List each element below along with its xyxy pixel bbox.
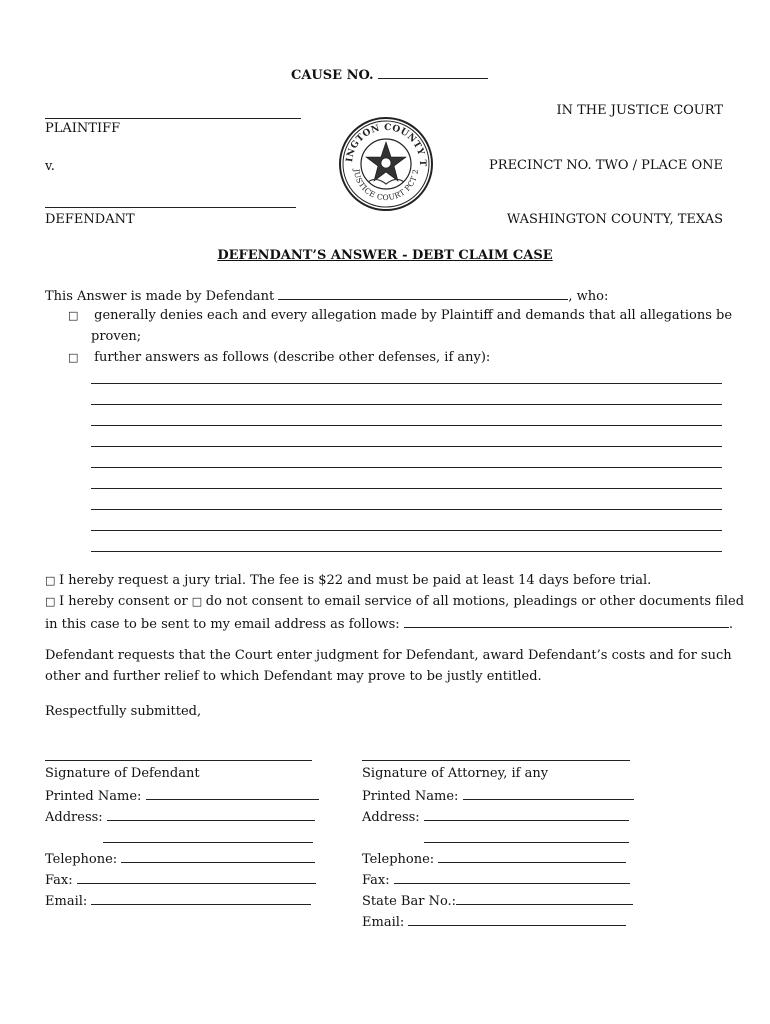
defense-line[interactable] bbox=[91, 425, 722, 426]
defendant-label: DEFENDANT bbox=[45, 212, 135, 227]
county-seal bbox=[338, 116, 434, 212]
defendant-printed-name: Printed Name: bbox=[45, 787, 319, 804]
defendant-telephone-field[interactable] bbox=[121, 850, 315, 863]
email-consent-line: □ I hereby consent or □ do not consent to email service of all motions, pleadings or other documents filed bbox=[45, 594, 745, 609]
form-title: DEFENDANT’S ANSWER - DEBT CLAIM CASE bbox=[217, 248, 553, 263]
attorney-fax-field[interactable] bbox=[394, 871, 630, 884]
judgment-request-line-1: Defendant requests that the Court enter judgment for Defendant, award Defendant’s costs and for such bbox=[45, 648, 732, 663]
attorney-state-bar: State Bar No.: bbox=[362, 892, 633, 909]
general-denial-checkbox[interactable]: □ bbox=[68, 309, 79, 322]
attorney-signature-field[interactable] bbox=[362, 760, 630, 761]
defendant-telephone: Telephone: bbox=[45, 850, 315, 867]
defendant-answer-name-field[interactable] bbox=[278, 287, 568, 300]
attorney-state-bar-field[interactable] bbox=[456, 892, 633, 905]
email-consent-line-2: in this case to be sent to my email address as follows: . bbox=[45, 617, 733, 632]
svg-text:WASHINGTON COUNTY TEXAS: INGTON COUNTY T bbox=[345, 122, 428, 167]
court-name: IN THE JUSTICE COURT bbox=[556, 103, 723, 118]
attorney-printed-name-field[interactable] bbox=[463, 787, 634, 800]
defense-line[interactable] bbox=[91, 404, 722, 405]
attorney-telephone: Telephone: bbox=[362, 850, 626, 867]
email-service-field[interactable] bbox=[404, 615, 729, 628]
attorney-signature-label: Signature of Attorney, if any bbox=[362, 766, 549, 781]
consent-checkbox[interactable]: □ bbox=[45, 595, 56, 608]
judgment-request-line-2: other and further relief to which Defendant may prove to be justly entitled. bbox=[45, 669, 542, 684]
versus-label: v. bbox=[45, 159, 55, 174]
defendant-email-field[interactable] bbox=[91, 892, 311, 905]
attorney-address-field-2[interactable] bbox=[424, 842, 629, 843]
intro-line: This Answer is made by Defendant , who: bbox=[45, 289, 609, 304]
cause-number-field[interactable] bbox=[378, 66, 488, 79]
svg-text:JUSTICE COURT PCT 2: JUSTICE COURT PCT 2 bbox=[351, 168, 421, 203]
defense-line[interactable] bbox=[91, 467, 722, 468]
option-general-denial-cont: proven; bbox=[91, 329, 142, 344]
defense-line[interactable] bbox=[91, 488, 722, 489]
defense-line[interactable] bbox=[91, 530, 722, 531]
defendant-fax-field[interactable] bbox=[77, 871, 316, 884]
defendant-address-field-2[interactable] bbox=[103, 842, 313, 843]
defense-line[interactable] bbox=[91, 446, 722, 447]
defense-line[interactable] bbox=[91, 383, 722, 384]
defendant-name-field[interactable] bbox=[45, 207, 296, 208]
attorney-telephone-field[interactable] bbox=[438, 850, 626, 863]
attorney-fax: Fax: bbox=[362, 871, 630, 888]
jury-request-line: □ I hereby request a jury trial. The fee is $22 and must be paid at least 14 days before trial. bbox=[45, 573, 652, 588]
other-defenses-checkbox[interactable]: □ bbox=[68, 351, 79, 364]
attorney-address-field[interactable] bbox=[424, 808, 629, 821]
plaintiff-label: PLAINTIFF bbox=[45, 121, 121, 136]
attorney-email: Email: bbox=[362, 913, 626, 930]
precinct-name: PRECINCT NO. TWO / PLACE ONE bbox=[489, 158, 723, 173]
plaintiff-name-field[interactable] bbox=[45, 118, 301, 119]
defendant-address: Address: bbox=[45, 808, 315, 825]
seal-graphic bbox=[338, 116, 434, 212]
attorney-email-field[interactable] bbox=[408, 913, 626, 926]
defense-line[interactable] bbox=[91, 509, 722, 510]
defense-line[interactable] bbox=[91, 551, 722, 552]
option-other-defenses: □ further answers as follows (describe other defenses, if any): bbox=[68, 350, 491, 365]
cause-number-label: CAUSE NO. bbox=[291, 66, 488, 83]
attorney-printed-name: Printed Name: bbox=[362, 787, 634, 804]
defendant-signature-label: Signature of Defendant bbox=[45, 766, 200, 781]
attorney-address: Address: bbox=[362, 808, 629, 825]
defendant-address-field[interactable] bbox=[107, 808, 315, 821]
no-consent-checkbox[interactable]: □ bbox=[191, 595, 203, 608]
defendant-fax: Fax: bbox=[45, 871, 316, 888]
jury-trial-checkbox[interactable]: □ bbox=[45, 574, 56, 587]
defendant-email: Email: bbox=[45, 892, 311, 909]
respectfully-submitted: Respectfully submitted, bbox=[45, 704, 202, 719]
defendant-printed-name-field[interactable] bbox=[146, 787, 319, 800]
option-general-denial: □ generally denies each and every allegation made by Plaintiff and demands that all allegations be bbox=[68, 308, 733, 323]
defendant-signature-field[interactable] bbox=[45, 760, 312, 761]
county-name: WASHINGTON COUNTY, TEXAS bbox=[506, 212, 723, 227]
